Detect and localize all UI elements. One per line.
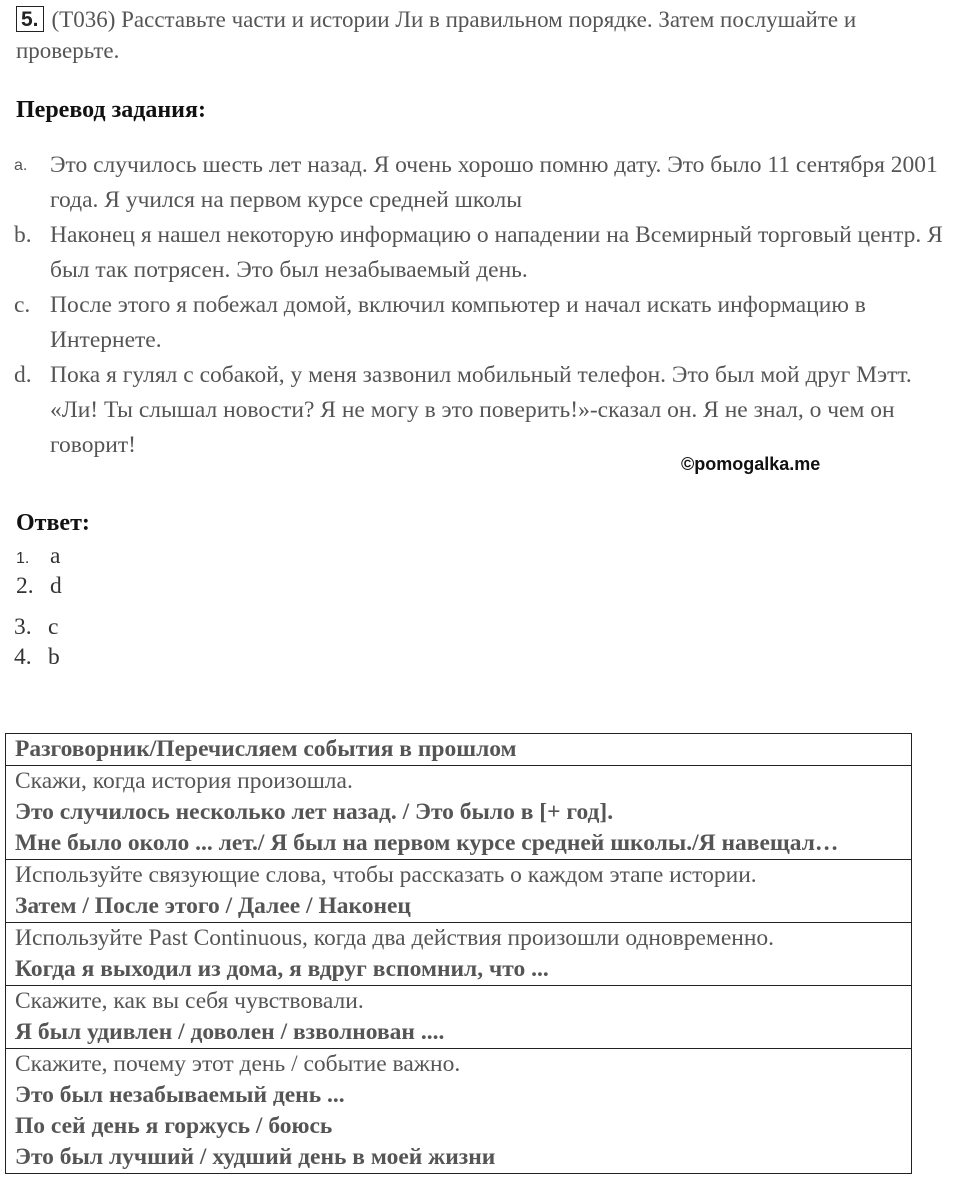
phrasebook-section-linking: [6, 859, 911, 922]
answer-value: b: [48, 644, 60, 670]
phrasebook-section-past-continuous: [6, 922, 911, 985]
item-marker: d.: [14, 362, 32, 388]
item-text: Наконец я нашел некоторую информацию о нападении на Всемирный торговый центр. Я был так потрясен. Это был незабываемый день.: [50, 222, 943, 283]
answer-number: 1.: [16, 550, 30, 567]
translation-item-b: [14, 218, 960, 288]
phrasebook-table: [5, 733, 912, 1174]
item-text: Пока я гулял с собакой, у меня зазвонил мобильный телефон. Это был мой друг Мэтт. «Ли! Ты слышал новости? Я не могу в это поверить!»-сказал он. Я не знал, о чем он говорит!: [50, 362, 912, 458]
answer-item-4: [14, 642, 60, 672]
task-instruction: (T036) Расставьте части и истории Ли в правильном порядке. Затем послушайте и проверьте.: [16, 7, 857, 63]
translation-title: Перевод задания:: [16, 97, 206, 123]
translation-item-d: [14, 358, 960, 463]
item-marker: c.: [14, 292, 31, 318]
answer-value: d: [50, 573, 62, 599]
phrasebook-section-importance: [6, 1048, 911, 1173]
translation-item-a: [14, 148, 960, 218]
answer-item-2: [16, 571, 62, 601]
answer-number: 3.: [14, 614, 32, 640]
section-phrase: По сей день я горжусь / боюсь: [15, 1113, 333, 1139]
section-phrase: Я был удивлен / доволен / взволнован ....: [15, 1019, 445, 1045]
section-phrase: Мне было около ... лет./ Я был на первом курсе средней школы./Я навещал…: [15, 830, 839, 856]
section-phrase: Это был незабываемый день ...: [15, 1082, 345, 1108]
section-phrase: Когда я выходил из дома, я вдруг вспомнил, что ...: [15, 956, 549, 982]
translation-item-c: [14, 288, 960, 358]
item-text: Это случилось шесть лет назад. Я очень хорошо помню дату. Это было 11 сентября 2001 года. Я учился на первом курсе средней школы: [50, 152, 938, 213]
answer-title: Ответ:: [16, 510, 90, 536]
item-text: После этого я побежал домой, включил компьютер и начал искать информацию в Интернете.: [50, 292, 866, 353]
answer-item-3: [14, 612, 58, 642]
answer-value: a: [50, 543, 61, 569]
section-phrase: Затем / После этого / Далее / Наконец: [15, 893, 411, 919]
phrasebook-section-feelings: [6, 985, 911, 1048]
answer-number: 2.: [16, 573, 34, 599]
task-number-box: 5.: [16, 6, 44, 32]
item-marker: a.: [14, 157, 28, 174]
section-instruction: Используйте связующие слова, чтобы рассказать о каждом этапе истории.: [15, 862, 757, 888]
section-instruction: Используйте Past Continuous, когда два действия произошли одновременно.: [15, 925, 775, 951]
section-instruction: Скажи, когда история произошла.: [15, 768, 353, 794]
answer-number: 4.: [14, 644, 32, 670]
task-header: [16, 4, 936, 66]
answer-item-1: [16, 541, 60, 574]
section-phrase: Это случилось несколько лет назад. / Это было в [+ год].: [15, 799, 614, 825]
section-instruction: Скажите, как вы себя чувствовали.: [15, 988, 364, 1014]
phrasebook-title: Разговорник/Перечисляем события в прошлом: [15, 736, 517, 762]
section-phrase: Это был лучший / худший день в моей жизни: [15, 1144, 496, 1170]
item-marker: b.: [14, 222, 32, 248]
answer-value: c: [48, 614, 59, 640]
translation-list: [14, 148, 960, 463]
section-instruction: Скажите, почему этот день / событие важно.: [15, 1051, 461, 1077]
watermark: ©pomogalka.me: [681, 454, 821, 474]
phrasebook-section-when: [6, 765, 911, 859]
